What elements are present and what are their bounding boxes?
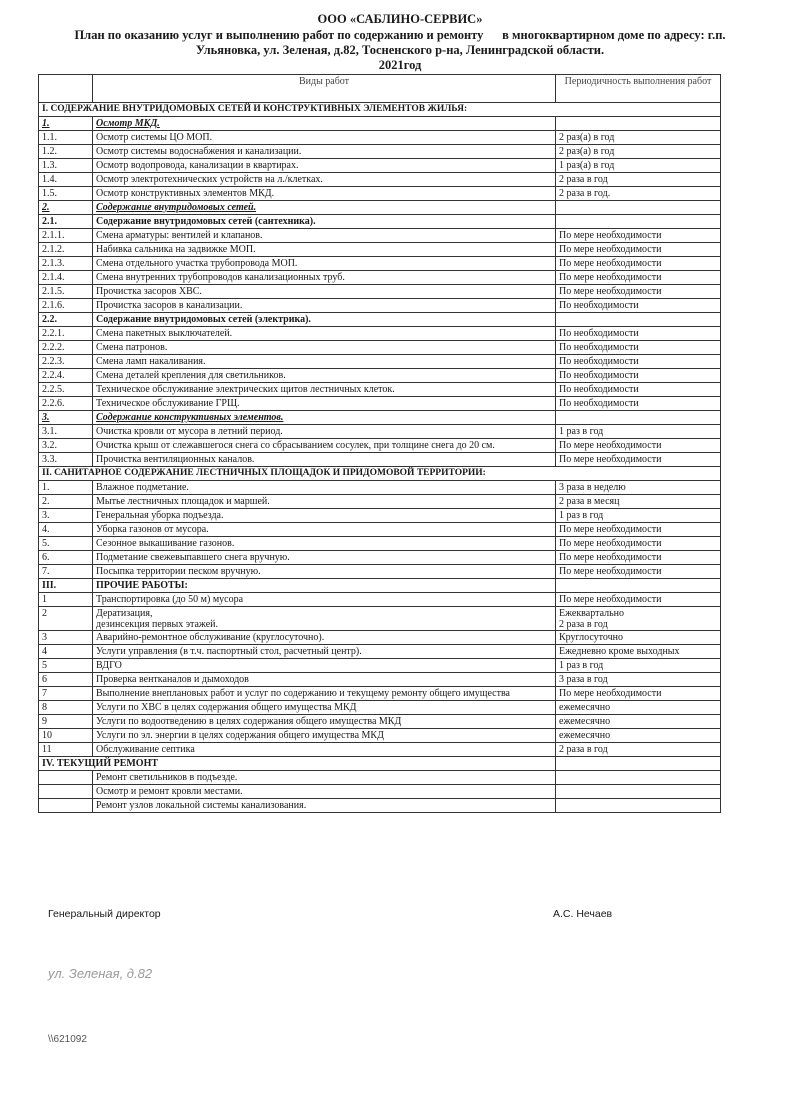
document-title: План по оказанию услуг и выполнению работ по содержанию и ремонту в многоквартирном доме по адресу: г.п.	[74, 28, 726, 42]
header-period-cell: Периодичность выполнения работ	[556, 75, 721, 103]
row-number: 3.2.	[39, 439, 93, 453]
row-number: 3.3.	[39, 453, 93, 467]
row-number: 7	[39, 687, 93, 701]
table-row	[39, 673, 721, 687]
row-work: Транспортировка (до 50 м) мусора	[93, 593, 556, 607]
row-number: 2.2.	[39, 313, 93, 327]
row-period	[556, 757, 721, 771]
table-row	[39, 201, 721, 215]
row-period: Ежедневно кроме выходных	[556, 645, 721, 659]
row-period	[556, 607, 721, 631]
document-year: 2021год	[378, 58, 422, 72]
row-number: 9	[39, 715, 93, 729]
row-number: 2.1.3.	[39, 257, 93, 271]
row-number: 1	[39, 593, 93, 607]
row-number: 3.	[39, 509, 93, 523]
row-work: Ремонт светильников в подъезде.	[93, 771, 556, 785]
row-period: По мере необходимости	[556, 257, 721, 271]
row-period	[556, 313, 721, 327]
row-work: Осмотр водопровода, канализации в квартирах.	[93, 159, 556, 173]
row-work: Осмотр системы водоснабжения и канализации.	[93, 145, 556, 159]
table-row	[39, 467, 721, 481]
row-period: Круглосуточно	[556, 631, 721, 645]
table-row	[39, 757, 721, 771]
row-period: 1 раз в год	[556, 509, 721, 523]
table-row	[39, 425, 721, 439]
signature-name: А.С. Нечаев	[553, 908, 613, 920]
table-row	[39, 313, 721, 327]
row-period	[556, 785, 721, 799]
row-period: 2 раз(а) в год	[556, 131, 721, 145]
row-work: Генеральная уборка подъезда.	[93, 509, 556, 523]
table-row	[39, 645, 721, 659]
row-number: 1.3.	[39, 159, 93, 173]
row-number: III.	[39, 579, 93, 593]
row-work: Техническое обслуживание электрических щитов лестничных клеток.	[93, 383, 556, 397]
row-period: По мере необходимости	[556, 551, 721, 565]
row-number: 5	[39, 659, 93, 673]
row-work: Услуги по эл. энергии в целях содержания общего имущества МКД	[93, 729, 556, 743]
row-number: 2.2.4.	[39, 369, 93, 383]
signature-position: Генеральный директор	[48, 908, 161, 920]
row-number: 3.1.	[39, 425, 93, 439]
table-row	[39, 257, 721, 271]
table-row	[39, 145, 721, 159]
table-row	[39, 631, 721, 645]
table-row	[39, 341, 721, 355]
row-work: Содержание конструктивных элементов.	[93, 411, 556, 425]
table-row	[39, 187, 721, 201]
row-number: 1.4.	[39, 173, 93, 187]
row-number: 1.	[39, 481, 93, 495]
row-period: По мере необходимости	[556, 687, 721, 701]
row-period: По мере необходимости	[556, 243, 721, 257]
row-number: 2.1.2.	[39, 243, 93, 257]
row-work: Посыпка территории песком вручную.	[93, 565, 556, 579]
row-number: 3	[39, 631, 93, 645]
row-period: По необходимости	[556, 397, 721, 411]
row-period: 2 раз(а) в год	[556, 145, 721, 159]
row-number: 1.2.	[39, 145, 93, 159]
row-number: 3.	[39, 411, 93, 425]
row-number: 2.2.5.	[39, 383, 93, 397]
row-work: Услуги по ХВС в целях содержания общего имущества МКД	[93, 701, 556, 715]
document-address: Ульяновка, ул. Зеленая, д.82, Тосненского р-на, Ленинградской области.	[195, 43, 605, 57]
table-row	[39, 159, 721, 173]
row-period	[556, 799, 721, 813]
row-period: ежемесячно	[556, 715, 721, 729]
table-row	[39, 453, 721, 467]
row-work: Осмотр и ремонт кровли местами.	[93, 785, 556, 799]
row-period	[556, 411, 721, 425]
row-work: Смена патронов.	[93, 341, 556, 355]
row-period: По мере необходимости	[556, 271, 721, 285]
table-row	[39, 103, 721, 117]
section-heading: I. СОДЕРЖАНИЕ ВНУТРИДОМОВЫХ СЕТЕЙ И КОНСТРУКТИВНЫХ ЭЛЕМЕНТОВ ЖИЛЬЯ:	[39, 103, 721, 117]
row-period: 3 раза в неделю	[556, 481, 721, 495]
table-row	[39, 243, 721, 257]
table-row	[39, 495, 721, 509]
row-work: Сезонное выкашивание газонов.	[93, 537, 556, 551]
row-work: Содержание внутридомовых сетей.	[93, 201, 556, 215]
table-row	[39, 285, 721, 299]
table-row	[39, 271, 721, 285]
row-period: По мере необходимости	[556, 523, 721, 537]
table-row	[39, 743, 721, 757]
table-header-row	[39, 75, 721, 103]
header-number-cell	[39, 75, 93, 103]
row-period: 3 раза в год	[556, 673, 721, 687]
table-row	[39, 397, 721, 411]
table-row	[39, 687, 721, 701]
row-number: 2.	[39, 201, 93, 215]
row-number: 2.1.6.	[39, 299, 93, 313]
table-row	[39, 327, 721, 341]
row-period: 1 раз в год	[556, 425, 721, 439]
row-period: 2 раза в месяц	[556, 495, 721, 509]
row-period: По необходимости	[556, 327, 721, 341]
row-work: Смена внутренних трубопроводов канализационных труб.	[93, 271, 556, 285]
row-period	[556, 117, 721, 131]
row-number: 1.1.	[39, 131, 93, 145]
row-work: Услуги управления (в т.ч. паспортный стол, расчетный центр).	[93, 645, 556, 659]
row-period: По мере необходимости	[556, 593, 721, 607]
row-work: Очистка кровли от мусора в летний период.	[93, 425, 556, 439]
section-heading: IV. ТЕКУЩИЙ РЕМОНТ	[39, 757, 556, 771]
table-row	[39, 173, 721, 187]
table-row	[39, 799, 721, 813]
row-work: Прочистка засоров в канализации.	[93, 299, 556, 313]
row-period-line: 2 раза в год	[559, 619, 608, 630]
table-row	[39, 771, 721, 785]
row-period: По мере необходимости	[556, 537, 721, 551]
row-number: 2.2.2.	[39, 341, 93, 355]
table-row	[39, 509, 721, 523]
table-row	[39, 369, 721, 383]
row-work: Содержание внутридомовых сетей (сантехника).	[93, 215, 556, 229]
row-work-line: дезинсекция первых этажей.	[96, 619, 218, 630]
row-period: 1 раз(а) в год	[556, 159, 721, 173]
row-period: По мере необходимости	[556, 453, 721, 467]
table-row	[39, 117, 721, 131]
row-work: Выполнение внеплановых работ и услуг по содержанию и текущему ремонту общего имущества	[93, 687, 556, 701]
row-work: Влажное подметание.	[93, 481, 556, 495]
row-period: По мере необходимости	[556, 229, 721, 243]
row-work: Смена отдельного участка трубопровода МОП.	[93, 257, 556, 271]
row-work: Услуги по водоотведению в целях содержания общего имущества МКД	[93, 715, 556, 729]
row-number: 6	[39, 673, 93, 687]
row-number: 10	[39, 729, 93, 743]
row-work: Осмотр электротехнических устройств на л./клетках.	[93, 173, 556, 187]
row-number: 6.	[39, 551, 93, 565]
row-period	[556, 215, 721, 229]
row-number: 2	[39, 607, 93, 631]
address-stamp: ул. Зеленая, д.82	[48, 966, 153, 981]
row-period-line: Ежеквартально	[559, 608, 624, 619]
table-row	[39, 131, 721, 145]
row-work: Ремонт узлов локальной системы канализования.	[93, 799, 556, 813]
row-period: По мере необходимости	[556, 439, 721, 453]
row-work: Мытье лестничных площадок и маршей.	[93, 495, 556, 509]
row-number: 7.	[39, 565, 93, 579]
row-number: 2.1.	[39, 215, 93, 229]
row-work: Осмотр конструктивных элементов МКД.	[93, 187, 556, 201]
table-row	[39, 215, 721, 229]
row-work: Прочистка вентиляционных каналов.	[93, 453, 556, 467]
row-number: 2.1.4.	[39, 271, 93, 285]
row-period	[556, 201, 721, 215]
table-row	[39, 523, 721, 537]
row-period: По мере необходимости	[556, 565, 721, 579]
row-number: 2.1.5.	[39, 285, 93, 299]
row-period: 2 раза в год	[556, 743, 721, 757]
row-work: Осмотр МКД.	[93, 117, 556, 131]
row-period: ежемесячно	[556, 729, 721, 743]
table-row	[39, 715, 721, 729]
row-work: Обслуживание септика	[93, 743, 556, 757]
row-number: 2.2.6.	[39, 397, 93, 411]
row-number: 5.	[39, 537, 93, 551]
row-period: По необходимости	[556, 355, 721, 369]
row-period: По необходимости	[556, 369, 721, 383]
row-period: По мере необходимости	[556, 285, 721, 299]
table-row	[39, 481, 721, 495]
row-number	[39, 771, 93, 785]
row-number: 1.5.	[39, 187, 93, 201]
row-work: Смена пакетных выключателей.	[93, 327, 556, 341]
row-work: Очистка крыш от слежавшегося снега со сбрасыванием сосулек, при толщине снега до 20 см.	[93, 439, 556, 453]
table-row	[39, 729, 721, 743]
row-period: По необходимости	[556, 383, 721, 397]
row-number: 2.	[39, 495, 93, 509]
table-row	[39, 537, 721, 551]
row-number: 2.1.1.	[39, 229, 93, 243]
row-work: Аварийно-ремонтное обслуживание (круглосуточно).	[93, 631, 556, 645]
table-row	[39, 299, 721, 313]
row-number: 2.2.3.	[39, 355, 93, 369]
row-number: 2.2.1.	[39, 327, 93, 341]
work-plan-table	[38, 74, 721, 813]
row-number	[39, 785, 93, 799]
row-work: ПРОЧИЕ РАБОТЫ:	[93, 579, 556, 593]
row-work: ВДГО	[93, 659, 556, 673]
row-work: Проверка вентканалов и дымоходов	[93, 673, 556, 687]
row-work: Подметание свежевыпавшего снега вручную.	[93, 551, 556, 565]
row-period: По необходимости	[556, 341, 721, 355]
table-row	[39, 701, 721, 715]
row-work: Смена арматуры: вентилей и клапанов.	[93, 229, 556, 243]
table-row	[39, 439, 721, 453]
row-work: Содержание внутридомовых сетей (электрика).	[93, 313, 556, 327]
row-work: Набивка сальника на задвижке МОП.	[93, 243, 556, 257]
row-period	[556, 771, 721, 785]
row-work: Уборка газонов от мусора.	[93, 523, 556, 537]
table-row	[39, 659, 721, 673]
table-row	[39, 785, 721, 799]
table-row	[39, 355, 721, 369]
table-row	[39, 383, 721, 397]
row-period: 2 раза в год.	[556, 187, 721, 201]
row-work	[93, 607, 556, 631]
table-row	[39, 593, 721, 607]
row-period: ежемесячно	[556, 701, 721, 715]
row-number: 1.	[39, 117, 93, 131]
table-row	[39, 411, 721, 425]
table-row	[39, 229, 721, 243]
row-period: По необходимости	[556, 299, 721, 313]
table-row	[39, 579, 721, 593]
row-number	[39, 799, 93, 813]
table-row	[39, 551, 721, 565]
row-period: 2 раза в год	[556, 173, 721, 187]
row-period: 1 раз в год	[556, 659, 721, 673]
table-row	[39, 607, 721, 631]
row-work: Техническое обслуживание ГРЩ.	[93, 397, 556, 411]
row-work: Прочистка засоров ХВС.	[93, 285, 556, 299]
row-work-line: Дератизация,	[96, 608, 153, 619]
organization-name: ООО «САБЛИНО-СЕРВИС»	[317, 12, 483, 26]
row-work: Осмотр системы ЦО МОП.	[93, 131, 556, 145]
document-code: \\621092	[48, 1034, 87, 1045]
row-number: 4	[39, 645, 93, 659]
row-number: 8	[39, 701, 93, 715]
table-row	[39, 565, 721, 579]
row-work: Смена деталей крепления для светильников.	[93, 369, 556, 383]
header-work-cell: Виды работ	[93, 75, 556, 103]
row-period	[556, 579, 721, 593]
section-heading: II. САНИТАРНОЕ СОДЕРЖАНИЕ ЛЕСТНИЧНЫХ ПЛОЩАДОК И ПРИДОМОВОЙ ТЕРРИТОРИИ:	[39, 467, 721, 481]
row-number: 11	[39, 743, 93, 757]
row-number: 4.	[39, 523, 93, 537]
row-work: Смена ламп накаливания.	[93, 355, 556, 369]
